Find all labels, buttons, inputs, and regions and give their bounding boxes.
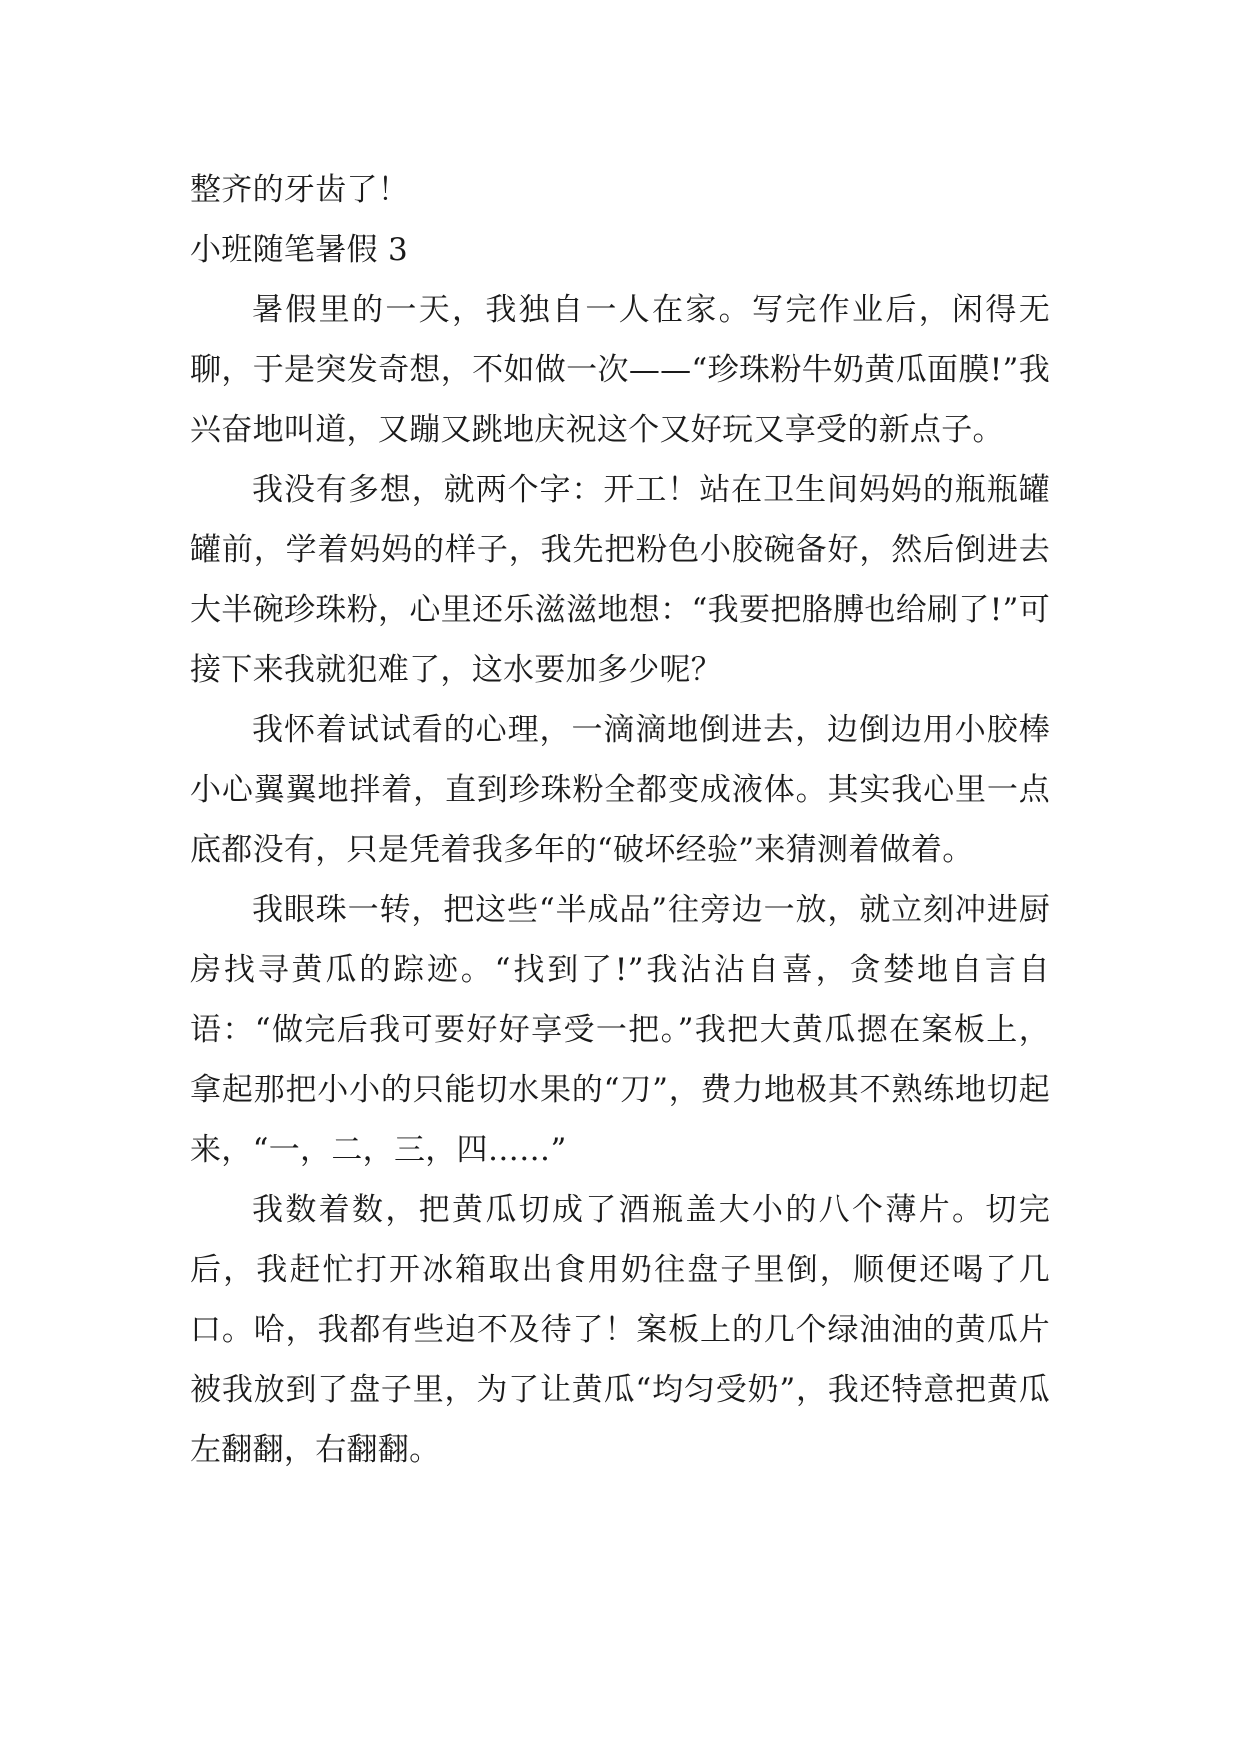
paragraph-5: 我数着数，把黄瓜切成了酒瓶盖大小的八个薄片。切完后，我赶忙打开冰箱取出食用奶往盘子里倒，顺便还喝了几口。哈，我都有些迫不及待了！案板上的几个绿油油的黄瓜片被我放到了盘子里，为了让黄瓜“均匀受奶”，我还特意把黄瓜左翻翻，右翻翻。 [190, 1192, 1050, 1468]
paragraph-2: 我没有多想，就两个字：开工！站在卫生间妈妈的瓶瓶罐罐前，学着妈妈的样子，我先把粉色小胶碗备好，然后倒进去大半碗珍珠粉，心里还乐滋滋地想：“我要把胳膊也给刷了!”可接下来我就犯难了，这水要加多少呢？ [190, 472, 1050, 688]
paragraph-1: 暑假里的一天，我独自一人在家。写完作业后，闲得无聊，于是突发奇想，不如做一次——“珍珠粉牛奶黄瓜面膜!”我兴奋地叫道，又蹦又跳地庆祝这个又好玩又享受的新点子。 [190, 292, 1050, 448]
paragraph-3: 我怀着试试看的心理，一滴滴地倒进去，边倒边用小胶棒小心翼翼地拌着，直到珍珠粉全都变成液体。其实我心里一点底都没有，只是凭着我多年的“破坏经验”来猜测着做着。 [190, 712, 1050, 868]
lead-line: 整齐的牙齿了！ [190, 172, 410, 208]
section-title: 小班随笔暑假 3 [190, 232, 408, 268]
document-body [190, 160, 1050, 1480]
paragraph-4: 我眼珠一转，把这些“半成品”往旁边一放，就立刻冲进厨房找寻黄瓜的踪迹。“找到了!”我沾沾自喜，贪婪地自言自语：“做完后我可要好好享受一把。”我把大黄瓜摁在案板上，拿起那把小小的只能切水果的“刀”，费力地极其不熟练地切起来，“一，二，三，四……” [190, 892, 1050, 1168]
